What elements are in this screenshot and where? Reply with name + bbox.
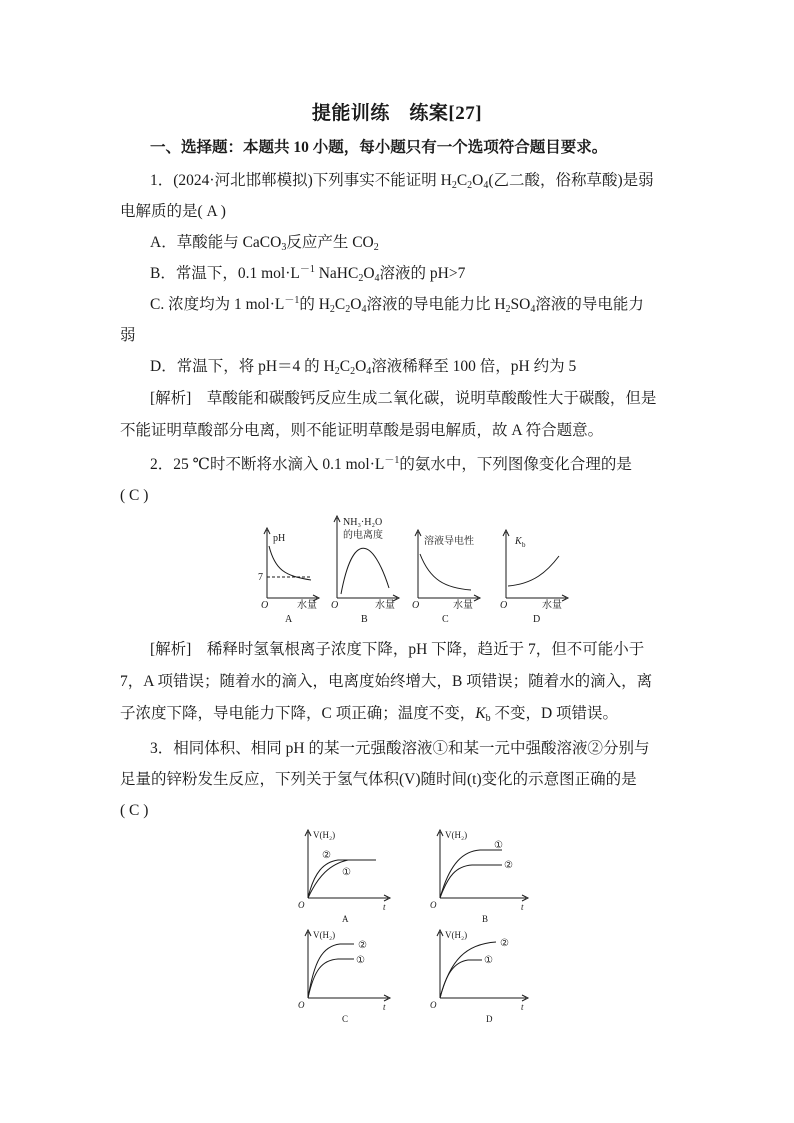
q2-b-ylabel-2: 的电离度 <box>343 530 383 541</box>
q2-analysis-line2: 7，A 项错误；随着水的滴入，电离度始终增大，B 项错误；随着水的滴入，离 <box>120 673 653 690</box>
q2-d-ylabel-sub: b <box>522 541 526 549</box>
q3-a-upper-label: ② <box>322 850 331 861</box>
q2-d-xlabel: 水量 <box>542 600 562 611</box>
q3-b-curve-lower <box>440 865 502 898</box>
q1-option-c: C. 浓度均为 1 $mol\cdot L^{-1}$的 $H_2C_2O_4$溶液的导电能力比 $H_2SO_4$溶液的导电能力 <box>150 295 644 315</box>
q3-b-origin: O <box>430 900 437 910</box>
q1-analysis: [解析] 草酸能和碳酸钙反应生成二氧化碳，说明草酸酸性大于碳酸，但是 <box>150 390 657 407</box>
q3-c-lower-label: ① <box>356 955 365 966</box>
q3-d-origin: O <box>430 1000 437 1010</box>
q3-d-ylabel: V(H₂) <box>445 930 468 940</box>
q2-stem-line2: ( C ) <box>120 487 149 504</box>
q3-d-caption: D <box>486 1014 493 1024</box>
q3-d-curve-upper <box>440 942 496 998</box>
analysis-label: [解析] <box>150 641 192 658</box>
q2-stem: 2．25 ℃时不断将水滴入 0.1 $mol\cdot L^{-1}$的氨水中，下列图像变化合理的是 <box>150 455 632 473</box>
q3-stem-line2: 足量的锌粉发生反应，下列关于氢气体积(V)随时间(t)变化的示意图正确的是 <box>120 771 637 788</box>
q2-c-xlabel: 水量 <box>453 600 473 611</box>
q3-stem-line1: 3．相同体积、相同 pH 的某一元强酸溶液①和某一元中强酸溶液②分别与 <box>150 740 650 757</box>
q2-b-xlabel: 水量 <box>375 600 395 611</box>
q1-analysis-line2: 不能证明草酸部分电离，则不能证明草酸是弱电解质，故 A 符合题意。 <box>120 422 604 439</box>
analysis-label: [解析] <box>150 390 192 407</box>
q2-c-curve <box>420 554 471 590</box>
q3-stem-line3: ( C ) <box>120 802 149 819</box>
q3-a-ylabel: V(H₂) <box>313 830 336 840</box>
q3-c-caption: C <box>342 1014 349 1024</box>
q3-c-upper-label: ② <box>358 940 367 951</box>
q2-d-curve <box>508 556 559 586</box>
q1-stem-line2: 电解质的是( A ) <box>120 203 226 220</box>
page-title: 提能训练 练案[27] <box>311 103 483 124</box>
q2-d-caption: D <box>533 614 541 625</box>
q3-d-curve-lower <box>440 960 482 998</box>
q2-b-caption: B <box>361 614 368 625</box>
q2-analysis-line3: 子浓度下降，导电能力下降，C 项正确；温度不变，$K_b$ 不变，D 项错误。 <box>120 705 619 724</box>
q3-b-upper-label: ① <box>494 840 503 851</box>
q2-a-origin: O <box>261 600 269 611</box>
q3-b-lower-label: ② <box>504 860 513 871</box>
q2-graphs-svg <box>255 510 575 630</box>
q2-b-ylabel-1: NH₃·H₂O <box>343 517 383 528</box>
q2-analysis: [解析] 稀释时氢氧根离子浓度下降，pH 下降，趋近于 7，但不可能小于 <box>150 641 645 658</box>
q1-option-b: B．常温下，0.1 $mol\cdot L^{-1}$ $NaHC_2O_4$溶液的 pH>7 <box>150 264 466 284</box>
q2-c-caption: C <box>442 614 449 625</box>
q2-c-origin: O <box>412 600 420 611</box>
q2-a-caption: A <box>285 614 293 625</box>
q3-d-lower-label: ① <box>484 955 493 966</box>
q2-b-origin: O <box>331 600 339 611</box>
q2-a-curve <box>269 546 311 580</box>
q1-stem: 1．(2024·河北邯郸模拟)下列事实不能证明 $H_2C_2O_4$(乙二酸，俗称草酸)是弱 <box>150 172 654 191</box>
q2-figure <box>255 510 575 635</box>
q3-a-lower-label: ① <box>342 867 351 878</box>
q3-d-upper-label: ② <box>500 938 509 949</box>
q3-a-curve-upper <box>308 860 376 898</box>
q1-option-d: D．常温下，将 pH＝4 的 $H_2C_2O_4$溶液稀释至 100 倍，pH 约为 5 <box>150 358 577 377</box>
q3-c-origin: O <box>298 1000 305 1010</box>
q2-a-tick: 7 <box>258 572 263 583</box>
q2-d-origin: O <box>500 600 508 611</box>
q3-c-xlabel: t <box>383 1002 386 1012</box>
q2-c-ylabel: 溶液导电性 <box>424 536 474 547</box>
q3-b-caption: B <box>482 914 489 924</box>
q3-graphs-svg <box>290 826 540 1026</box>
q2-d-ylabel: K <box>515 536 522 547</box>
q2-b-curve <box>341 548 389 594</box>
q3-b-ylabel: V(H₂) <box>445 830 468 840</box>
q3-a-xlabel: t <box>383 902 386 912</box>
q3-a-caption: A <box>342 914 349 924</box>
q2-a-xlabel: 水量 <box>297 600 317 611</box>
q2-a-ylabel: pH <box>273 533 286 544</box>
section-heading: 一、选择题：本题共 10 小题，每小题只有一个选项符合题目要求。 <box>150 139 608 156</box>
q3-d-xlabel: t <box>521 1002 524 1012</box>
q3-c-curve-lower <box>308 959 354 998</box>
q3-c-curve-upper <box>308 944 354 998</box>
q3-c-ylabel: V(H₂) <box>313 930 336 940</box>
q3-b-xlabel: t <box>521 902 524 912</box>
q3-b-curve-upper <box>440 850 502 898</box>
q3-figure <box>290 826 540 1031</box>
q1-option-a: A．草酸能与 CaCO$_3$反应产生 $CO_2$ <box>150 234 379 253</box>
q3-a-origin: O <box>298 900 305 910</box>
q1-option-c-line2: 弱 <box>120 327 136 344</box>
